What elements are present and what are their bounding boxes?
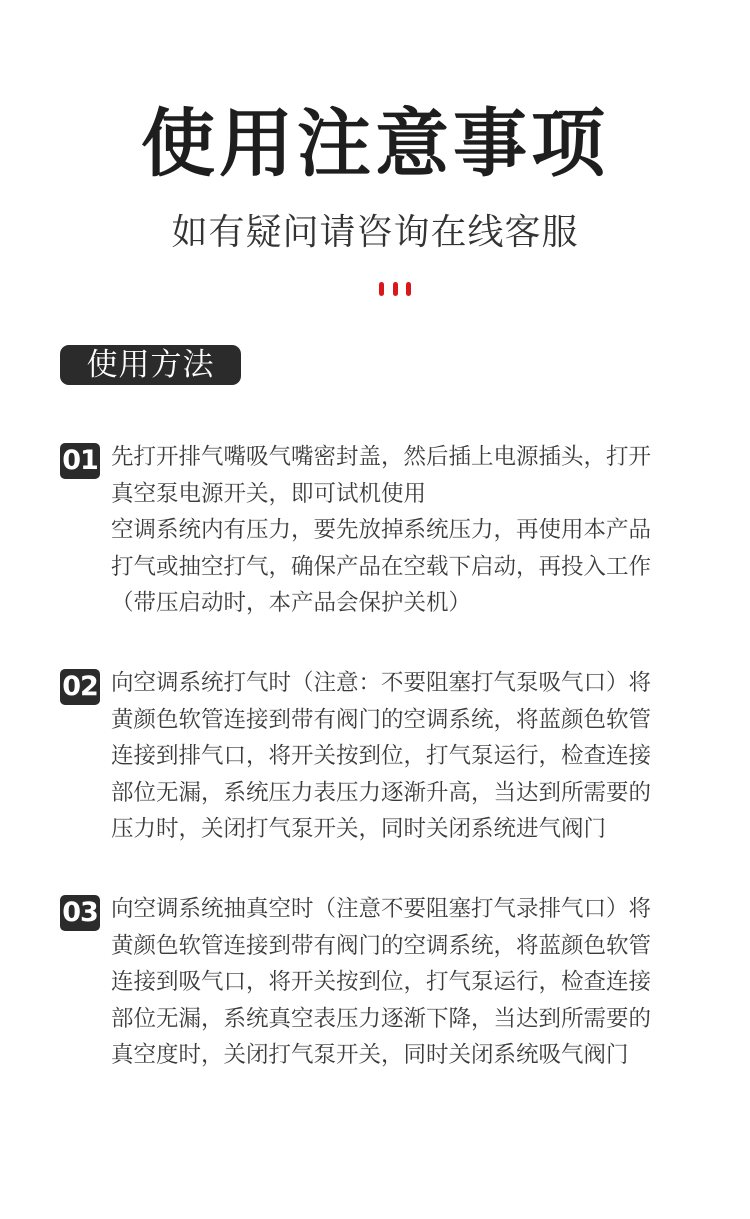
step-line: 压力时，关闭打气泵开关，同时关闭系统进气阀门: [111, 816, 607, 842]
decorative-dots: [379, 282, 411, 296]
dot-mark: [393, 282, 398, 296]
step-text: [111, 891, 691, 1074]
step-number-badge: 01: [60, 443, 100, 479]
page-title: 使用注意事项: [141, 101, 609, 187]
step-line: 连接到排气口，将开关按到位，打气泵运行，检查连接: [111, 743, 652, 769]
step-line: （带压启动时，本产品会保护关机）: [111, 590, 472, 616]
dot-mark: [406, 282, 411, 296]
step-number-badge: 02: [60, 669, 100, 705]
dot-mark: [379, 282, 384, 296]
section-heading-usage: 使用方法: [60, 345, 241, 385]
step-line: 打气或抽空打气，确保产品在空载下启动，再投入工作: [111, 553, 652, 580]
step-number-badge: 03: [60, 895, 100, 931]
step-text: [111, 439, 691, 622]
step-line: 真空泵电源开关，即可试机使用: [111, 480, 427, 507]
step-line: 部位无漏，系统压力表压力逐渐升高，当达到所需要的: [111, 779, 652, 806]
step-line: 先打开排气嘴吸气嘴密封盖，然后插上电源插头，打开: [111, 444, 652, 470]
step-line: 黄颜色软管连接到带有阀门的空调系统，将蓝颜色软管: [111, 706, 652, 733]
page-subtitle: 如有疑问请咨询在线客服: [171, 212, 579, 253]
step-line: 黄颜色软管连接到带有阀门的空调系统，将蓝颜色软管: [111, 932, 652, 959]
step-line: 部位无漏，系统真空表压力逐渐下降，当达到所需要的: [111, 1005, 652, 1032]
step-line: 真空度时，关闭打气泵开关，同时关闭系统吸气阀门: [111, 1042, 629, 1068]
step-line: 向空调系统打气时（注意：不要阻塞打气泵吸气口）将: [111, 670, 652, 696]
step-line: 空调系统内有压力，要先放掉系统压力，再使用本产品: [111, 517, 652, 543]
step-line: 连接到吸气口，将开关按到位，打气泵运行，检查连接: [111, 969, 652, 995]
step-line: 向空调系统抽真空时（注意不要阻塞打气录排气口）将: [111, 896, 652, 922]
step-text: [111, 665, 691, 848]
